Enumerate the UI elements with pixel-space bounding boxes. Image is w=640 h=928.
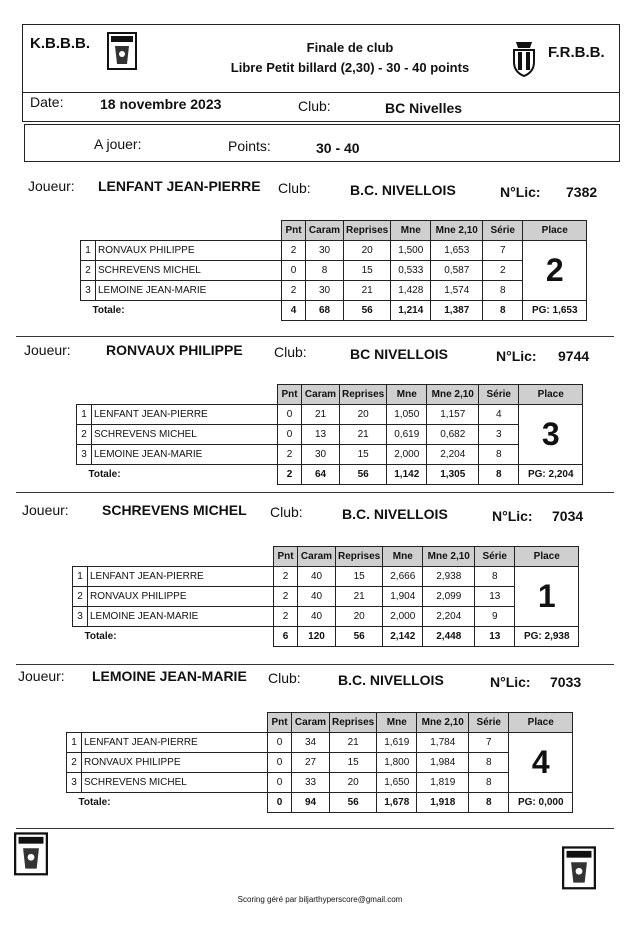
- table-header-row: [73, 547, 579, 567]
- opponent-name: LEMOINE JEAN-MARIE: [96, 280, 282, 300]
- cell-serie: 13: [475, 586, 515, 606]
- cell-mne: 0,619: [387, 424, 427, 444]
- table-row: [81, 260, 587, 280]
- col-mne: Mne: [391, 221, 431, 241]
- lic-label: N°Lic:: [496, 348, 537, 364]
- cell-pnt: 2: [274, 586, 298, 606]
- cell-pnt: 2: [274, 566, 298, 586]
- header-blank: [73, 547, 274, 567]
- cell-pnt: 2: [282, 280, 306, 300]
- cell-serie: 8: [475, 566, 515, 586]
- cell-pnt: 2: [274, 606, 298, 626]
- col-reprises: Reprises: [330, 713, 377, 733]
- total-mne: 1,214: [391, 300, 431, 320]
- frbb-label: F.R.B.B.: [548, 44, 605, 61]
- total-caram: 94: [292, 792, 330, 812]
- col-mne210: Mne 2,10: [431, 221, 483, 241]
- date-value: 18 novembre 2023: [100, 96, 222, 112]
- opponent-name: RONVAUX PHILIPPE: [88, 586, 274, 606]
- joueur-label: Joueur:: [28, 178, 75, 194]
- cell-pnt: 0: [268, 732, 292, 752]
- club-crest-bottom-icon: [562, 846, 596, 892]
- cell-mne: 1,904: [383, 586, 423, 606]
- player-club: BC NIVELLOIS: [350, 346, 449, 362]
- cell-mne: 1,650: [377, 772, 417, 792]
- total-mne: 1,142: [387, 464, 427, 484]
- row-index: 1: [77, 404, 92, 424]
- table-row: [77, 444, 583, 464]
- player-name: SCHREVENS MICHEL: [102, 502, 247, 518]
- kbbb-crest-bottom-icon: [14, 832, 48, 878]
- table-header-row: [81, 221, 587, 241]
- col-serie: Série: [469, 713, 509, 733]
- total-label: Totale:: [78, 796, 111, 808]
- total-serie: 13: [475, 626, 515, 646]
- cell-mne210: 2,204: [423, 606, 475, 626]
- header-blank: [77, 385, 278, 405]
- cell-pnt: 0: [268, 752, 292, 772]
- cell-mne210: 1,157: [427, 404, 479, 424]
- col-mne210: Mne 2,10: [427, 385, 479, 405]
- row-index: 3: [67, 772, 82, 792]
- total-label: Totale:: [92, 304, 125, 316]
- total-label: Totale:: [88, 468, 121, 480]
- cell-pnt: 2: [278, 444, 302, 464]
- cell-rep: 21: [344, 280, 391, 300]
- place-value: 2: [523, 240, 587, 300]
- col-reprises: Reprises: [344, 221, 391, 241]
- cell-mne: 1,800: [377, 752, 417, 772]
- cell-mne: 2,666: [383, 566, 423, 586]
- row-index: 3: [81, 280, 96, 300]
- col-place: Place: [509, 713, 573, 733]
- cell-mne210: 2,099: [423, 586, 475, 606]
- cell-mne210: 1,784: [417, 732, 469, 752]
- total-mne210: 2,448: [423, 626, 475, 646]
- date-label: Date:: [30, 94, 64, 110]
- cell-caram: 40: [298, 586, 336, 606]
- col-serie: Série: [479, 385, 519, 405]
- total-mne210: 1,918: [417, 792, 469, 812]
- opponent-name: RONVAUX PHILIPPE: [96, 240, 282, 260]
- col-serie: Série: [475, 547, 515, 567]
- cell-rep: 15: [340, 444, 387, 464]
- title-line-2: Libre Petit billard (2,30) - 30 - 40 points: [230, 60, 470, 75]
- cell-serie: 2: [483, 260, 523, 280]
- cell-rep: 15: [330, 752, 377, 772]
- col-reprises: Reprises: [340, 385, 387, 405]
- col-mne: Mne: [383, 547, 423, 567]
- row-index: 3: [77, 444, 92, 464]
- opponent-name: SCHREVENS MICHEL: [92, 424, 278, 444]
- cell-caram: 21: [302, 404, 340, 424]
- player-club: B.C. NIVELLOIS: [350, 182, 456, 198]
- place-value: 3: [519, 404, 583, 464]
- place-value: 4: [509, 732, 573, 792]
- pg-value: PG: 2,938: [515, 626, 579, 646]
- total-rep: 56: [336, 626, 383, 646]
- col-mne: Mne: [387, 385, 427, 405]
- cell-serie: 8: [479, 444, 519, 464]
- lic-value: 7033: [550, 674, 582, 690]
- pg-value: PG: 2,204: [519, 464, 583, 484]
- total-pnt: 2: [278, 464, 302, 484]
- cell-mne210: 1,819: [417, 772, 469, 792]
- player-name: RONVAUX PHILIPPE: [106, 342, 243, 358]
- table-row: [73, 566, 579, 586]
- cell-serie: 8: [469, 772, 509, 792]
- row-index: 2: [77, 424, 92, 444]
- cell-caram: 34: [292, 732, 330, 752]
- cell-serie: 8: [483, 280, 523, 300]
- opponent-name: RONVAUX PHILIPPE: [82, 752, 268, 772]
- col-pnt: Pnt: [274, 547, 298, 567]
- points-value: 30 - 40: [316, 140, 360, 156]
- section-separator: [16, 336, 614, 337]
- col-place: Place: [515, 547, 579, 567]
- cell-pnt: 2: [282, 240, 306, 260]
- opponent-name: LENFANT JEAN-PIERRE: [88, 566, 274, 586]
- cell-pnt: 0: [278, 424, 302, 444]
- cell-serie: 4: [479, 404, 519, 424]
- table-row: [81, 240, 587, 260]
- opponent-name: LENFANT JEAN-PIERRE: [82, 732, 268, 752]
- club-value: BC Nivelles: [385, 100, 463, 116]
- club-label: Club:: [278, 180, 311, 196]
- cell-mne210: 1,574: [431, 280, 483, 300]
- cell-mne: 1,619: [377, 732, 417, 752]
- cell-mne210: 2,204: [427, 444, 479, 464]
- total-row: [73, 626, 579, 646]
- total-label: Totale:: [84, 630, 117, 642]
- lic-label: N°Lic:: [490, 674, 531, 690]
- kbbb-crest-icon: [107, 32, 137, 72]
- cell-caram: 40: [298, 566, 336, 586]
- row-index: 2: [67, 752, 82, 772]
- col-reprises: Reprises: [336, 547, 383, 567]
- total-mne210: 1,305: [427, 464, 479, 484]
- total-caram: 64: [302, 464, 340, 484]
- table-row: [73, 586, 579, 606]
- total-pnt: 0: [268, 792, 292, 812]
- total-pnt: 6: [274, 626, 298, 646]
- opponent-name: SCHREVENS MICHEL: [82, 772, 268, 792]
- cell-mne: 2,000: [387, 444, 427, 464]
- cell-rep: 15: [336, 566, 383, 586]
- opponent-name: LEMOINE JEAN-MARIE: [92, 444, 278, 464]
- opponent-name: SCHREVENS MICHEL: [96, 260, 282, 280]
- cell-mne210: 1,653: [431, 240, 483, 260]
- cell-rep: 20: [344, 240, 391, 260]
- col-caram: Caram: [292, 713, 330, 733]
- lic-value: 9744: [558, 348, 590, 364]
- row-index: 2: [81, 260, 96, 280]
- score-table: [76, 384, 583, 485]
- cell-caram: 8: [306, 260, 344, 280]
- total-rep: 56: [340, 464, 387, 484]
- table-row: [67, 752, 573, 772]
- club-label: Club:: [270, 504, 303, 520]
- table-row: [81, 280, 587, 300]
- table-header-row: [67, 713, 573, 733]
- cell-mne: 1,428: [391, 280, 431, 300]
- cell-mne: 2,000: [383, 606, 423, 626]
- table-row: [67, 772, 573, 792]
- cell-caram: 33: [292, 772, 330, 792]
- col-pnt: Pnt: [278, 385, 302, 405]
- lic-value: 7034: [552, 508, 584, 524]
- player-name: LENFANT JEAN-PIERRE: [98, 178, 261, 194]
- total-pnt: 4: [282, 300, 306, 320]
- col-mne210: Mne 2,10: [423, 547, 475, 567]
- cell-mne210: 1,984: [417, 752, 469, 772]
- row-index: 2: [73, 586, 88, 606]
- row-index: 1: [67, 732, 82, 752]
- cell-serie: 7: [483, 240, 523, 260]
- cell-rep: 15: [344, 260, 391, 280]
- title-line-1: Finale de club: [306, 40, 394, 55]
- lic-label: N°Lic:: [500, 184, 541, 200]
- section-separator: [16, 828, 614, 829]
- joueur-label: Joueur:: [18, 668, 65, 684]
- cell-mne: 1,050: [387, 404, 427, 424]
- table-header-row: [77, 385, 583, 405]
- place-value: 1: [515, 566, 579, 626]
- total-row: [67, 792, 573, 812]
- col-place: Place: [523, 221, 587, 241]
- col-caram: Caram: [302, 385, 340, 405]
- col-mne: Mne: [377, 713, 417, 733]
- cell-caram: 30: [306, 280, 344, 300]
- total-row: [81, 300, 587, 320]
- header-blank: [67, 713, 268, 733]
- pg-value: PG: 0,000: [509, 792, 573, 812]
- score-table: [80, 220, 587, 321]
- kbbb-label: K.B.B.B.: [30, 35, 90, 52]
- cell-mne: 0,533: [391, 260, 431, 280]
- cell-serie: 9: [475, 606, 515, 626]
- cell-rep: 20: [340, 404, 387, 424]
- cell-caram: 30: [306, 240, 344, 260]
- total-mne210: 1,387: [431, 300, 483, 320]
- col-caram: Caram: [298, 547, 336, 567]
- total-caram: 120: [298, 626, 336, 646]
- cell-pnt: 0: [282, 260, 306, 280]
- player-club: B.C. NIVELLOIS: [338, 672, 444, 688]
- cell-caram: 27: [292, 752, 330, 772]
- lic-value: 7382: [566, 184, 598, 200]
- cell-rep: 20: [330, 772, 377, 792]
- ajouer-label: A jouer:: [94, 136, 142, 152]
- footer-credit: Scoring géré par biljarthyperscore@gmail.com: [237, 895, 403, 904]
- cell-mne: 1,500: [391, 240, 431, 260]
- table-row: [73, 606, 579, 626]
- total-caram: 68: [306, 300, 344, 320]
- club-label: Club:: [268, 670, 301, 686]
- cell-pnt: 0: [278, 404, 302, 424]
- opponent-name: LENFANT JEAN-PIERRE: [92, 404, 278, 424]
- cell-mne210: 2,938: [423, 566, 475, 586]
- joueur-label: Joueur:: [24, 342, 71, 358]
- score-table: [66, 712, 573, 813]
- table-row: [77, 424, 583, 444]
- cell-pnt: 0: [268, 772, 292, 792]
- club-label: Club:: [298, 98, 331, 114]
- club-label: Club:: [274, 344, 307, 360]
- row-index: 3: [73, 606, 88, 626]
- row-index: 1: [81, 240, 96, 260]
- cell-serie: 8: [469, 752, 509, 772]
- total-mne: 2,142: [383, 626, 423, 646]
- cell-rep: 20: [336, 606, 383, 626]
- header-blank: [81, 221, 282, 241]
- score-table: [72, 546, 579, 647]
- player-name: LEMOINE JEAN-MARIE: [92, 668, 247, 684]
- total-row: [77, 464, 583, 484]
- col-mne210: Mne 2,10: [417, 713, 469, 733]
- cell-caram: 13: [302, 424, 340, 444]
- header-divider: [22, 92, 620, 93]
- cell-caram: 30: [302, 444, 340, 464]
- row-index: 1: [73, 566, 88, 586]
- total-serie: 8: [483, 300, 523, 320]
- cell-rep: 21: [330, 732, 377, 752]
- cell-serie: 3: [479, 424, 519, 444]
- table-row: [77, 404, 583, 424]
- pg-value: PG: 1,653: [523, 300, 587, 320]
- total-mne: 1,678: [377, 792, 417, 812]
- total-serie: 8: [469, 792, 509, 812]
- opponent-name: LEMOINE JEAN-MARIE: [88, 606, 274, 626]
- cell-rep: 21: [336, 586, 383, 606]
- section-separator: [16, 664, 614, 665]
- total-rep: 56: [344, 300, 391, 320]
- section-separator: [16, 492, 614, 493]
- col-pnt: Pnt: [282, 221, 306, 241]
- points-label: Points:: [228, 138, 271, 154]
- cell-rep: 21: [340, 424, 387, 444]
- col-serie: Série: [483, 221, 523, 241]
- total-rep: 56: [330, 792, 377, 812]
- total-serie: 8: [479, 464, 519, 484]
- frbb-crest-icon: [512, 40, 536, 78]
- table-row: [67, 732, 573, 752]
- cell-serie: 7: [469, 732, 509, 752]
- event-title: [210, 38, 490, 78]
- joueur-label: Joueur:: [22, 502, 69, 518]
- col-caram: Caram: [306, 221, 344, 241]
- player-club: B.C. NIVELLOIS: [342, 506, 448, 522]
- col-place: Place: [519, 385, 583, 405]
- col-pnt: Pnt: [268, 713, 292, 733]
- cell-mne210: 0,682: [427, 424, 479, 444]
- cell-caram: 40: [298, 606, 336, 626]
- cell-mne210: 0,587: [431, 260, 483, 280]
- lic-label: N°Lic:: [492, 508, 533, 524]
